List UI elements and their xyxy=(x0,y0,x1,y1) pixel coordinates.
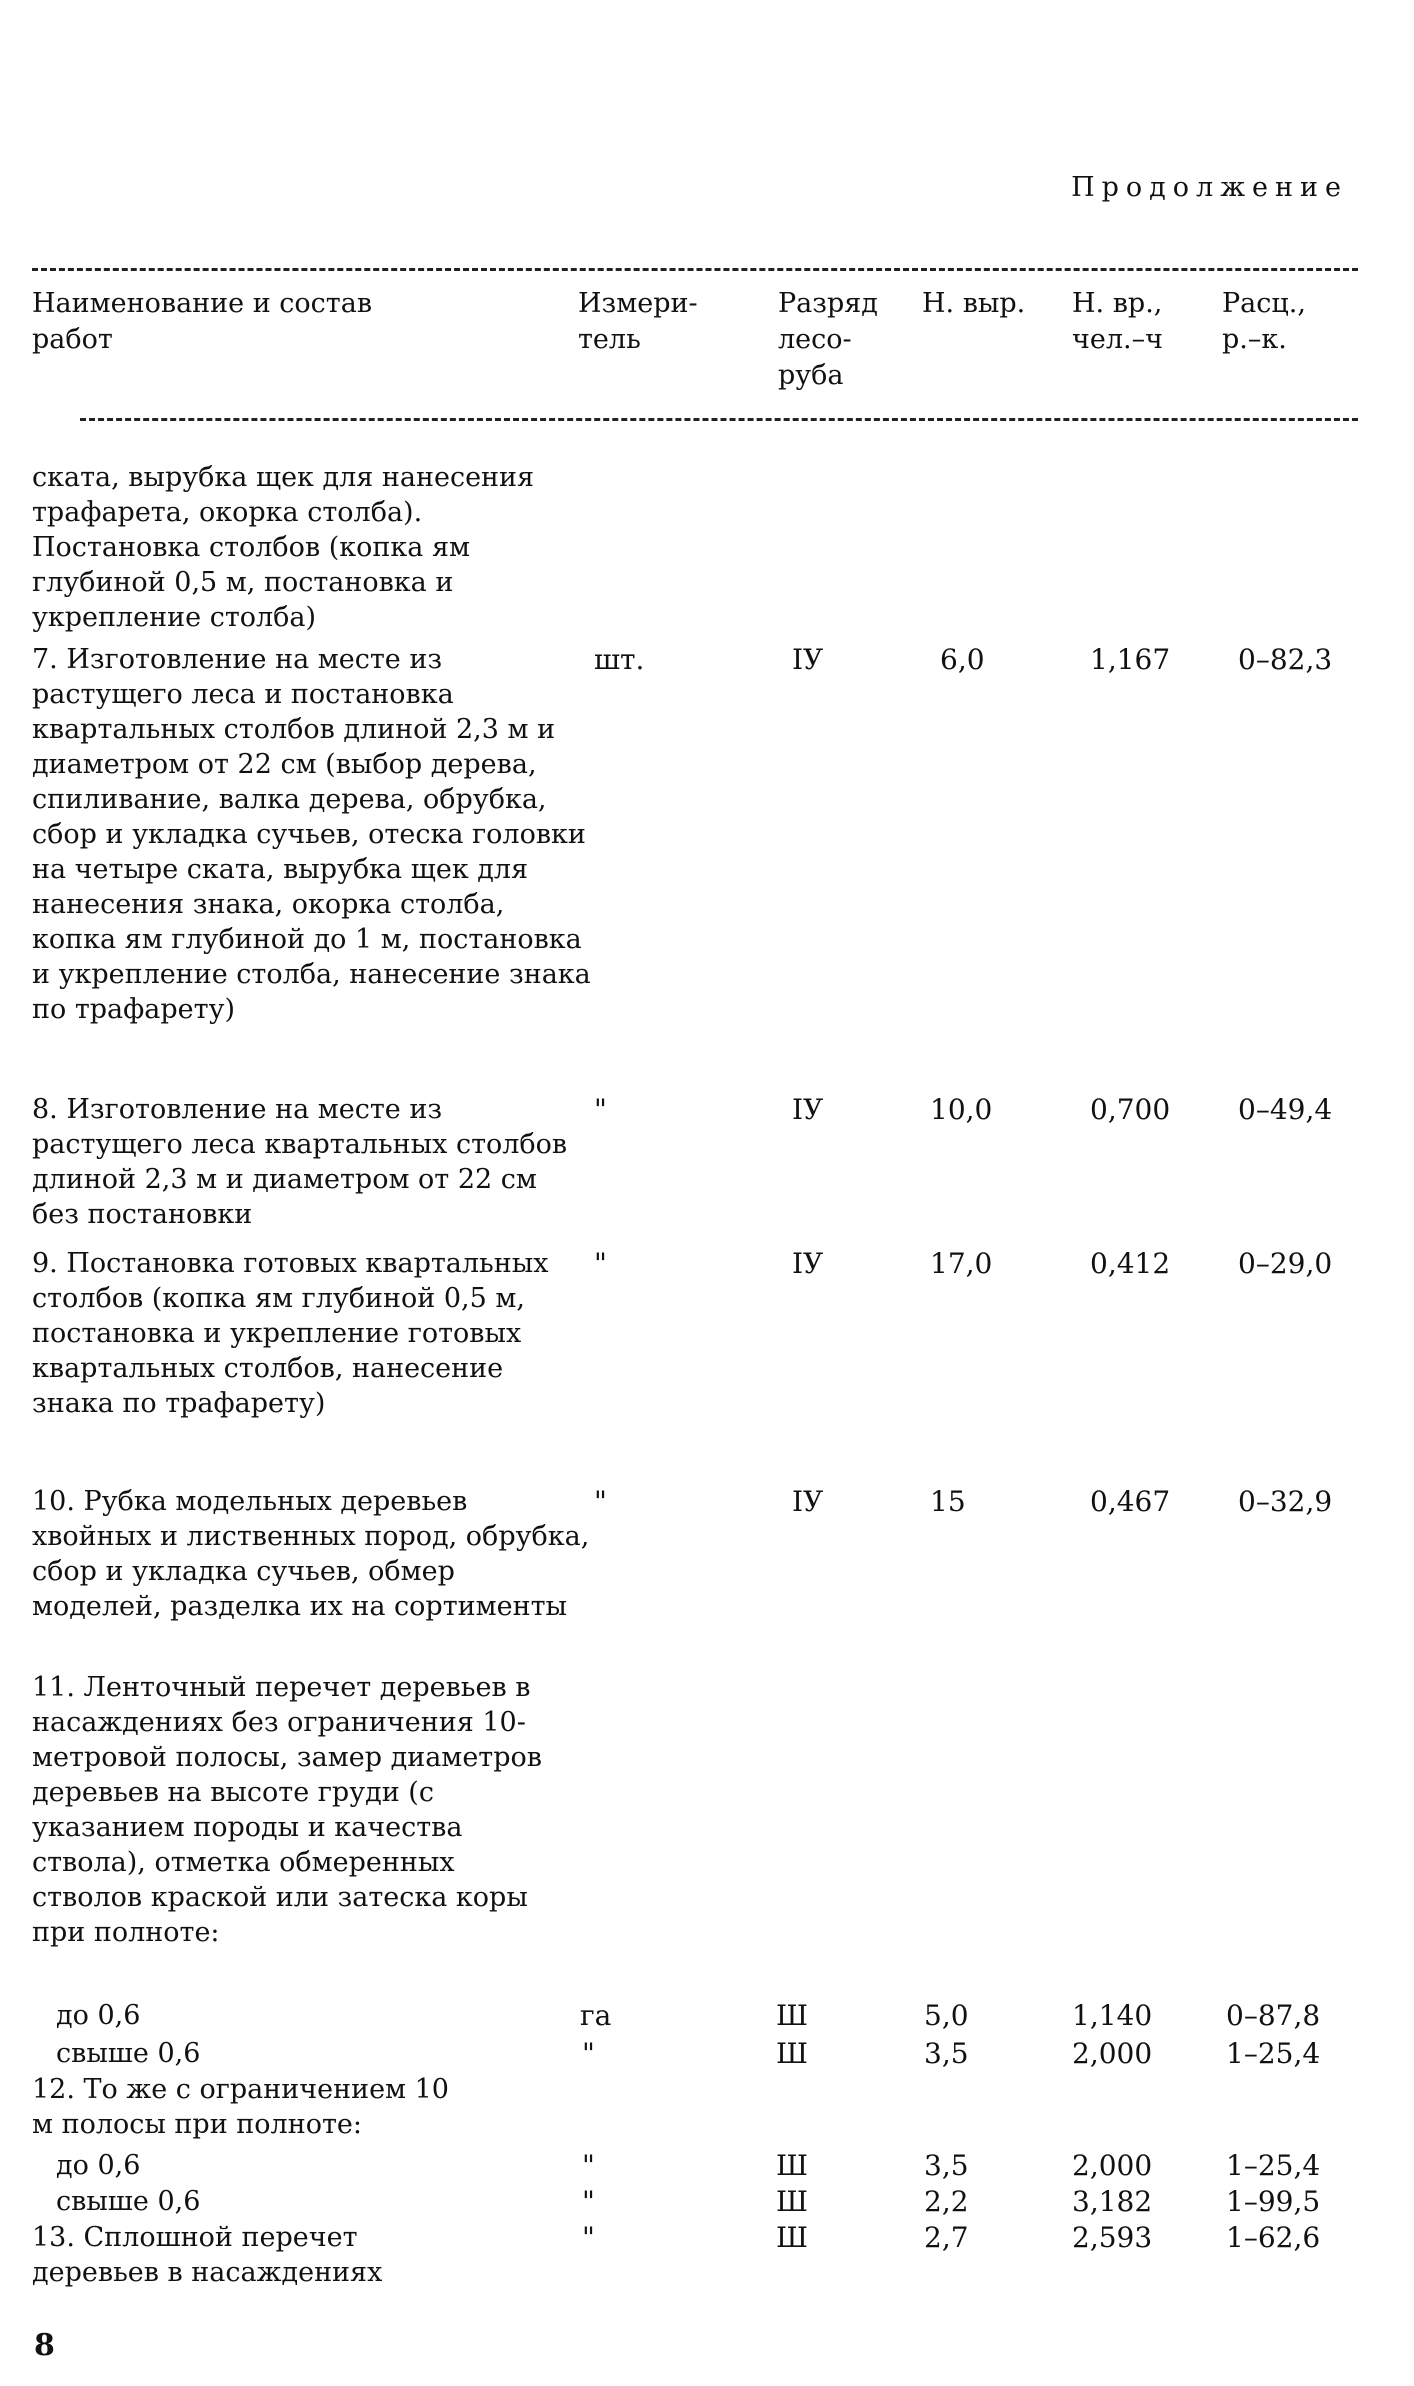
row-10-time: 0,467 xyxy=(1090,1485,1171,1518)
row-11b-unit: " xyxy=(582,2037,595,2070)
header-col-grade xyxy=(778,286,878,394)
row-8-rate: 0–49,4 xyxy=(1238,1093,1333,1126)
row-10-unit: " xyxy=(594,1485,607,1518)
row-9-rate: 0–29,0 xyxy=(1238,1247,1333,1280)
row-8-time: 0,700 xyxy=(1090,1093,1171,1126)
row-11a-desc: до 0,6 xyxy=(56,2000,141,2031)
row-7-rate: 0–82,3 xyxy=(1238,643,1333,676)
page-number: 8 xyxy=(34,2328,55,2363)
row-12b-rate: 1–99,5 xyxy=(1226,2185,1321,2218)
row-11b-desc: свыше 0,6 xyxy=(56,2038,201,2069)
row-13-rate: 1–62,6 xyxy=(1226,2221,1321,2254)
row-13-time: 2,593 xyxy=(1072,2221,1153,2254)
row-8-unit: " xyxy=(594,1093,607,1126)
row-11b-grade: Ш xyxy=(776,2037,808,2070)
row-10-rate: 0–32,9 xyxy=(1238,1485,1333,1518)
row-13-unit: " xyxy=(582,2221,595,2254)
header-top-rule xyxy=(32,268,1358,271)
header-bottom-rule xyxy=(80,418,1358,421)
row-7-desc: 7. Изготовление на месте из растущего леса и постановка квартальных столбов длиной 2,3 м и диаметром от 22 см (выбор дерева, спиливание, валка дерева, обрубка, сбор и укладка сучьев, отеска головки на четыре ската, вырубка щек для нанесения знака, окорка столба, копка ям глубиной до 1 м, постановка и укрепление столба, нанесение знака по трафарету) xyxy=(32,644,591,1025)
row-13-norm: 2,7 xyxy=(924,2221,969,2254)
row-12b-time: 3,182 xyxy=(1072,2185,1153,2218)
row-7-norm: 6,0 xyxy=(940,643,985,676)
row-10-desc: 10. Рубка модельных деревьев хвойных и лиственных пород, обрубка, сбор и укладка сучьев, обмер моделей, разделка их на сортименты xyxy=(32,1486,590,1622)
header-col-grade-line3: руба xyxy=(778,360,844,391)
row-11b-norm: 3,5 xyxy=(924,2037,969,2070)
row-9-grade: IУ xyxy=(792,1247,824,1280)
row-12a-rate: 1–25,4 xyxy=(1226,2149,1321,2182)
row-8-norm: 10,0 xyxy=(930,1093,993,1126)
row-12b-desc: свыше 0,6 xyxy=(56,2186,201,2217)
header-col-norm: Н. выр. xyxy=(922,288,1026,319)
row-12a-norm: 3,5 xyxy=(924,2149,969,2182)
row-12b-unit: " xyxy=(582,2185,595,2218)
row-12b-grade: Ш xyxy=(776,2185,808,2218)
row-12a-time: 2,000 xyxy=(1072,2149,1153,2182)
row-11a-grade: Ш xyxy=(776,1999,808,2032)
continuation-label: Продолжение xyxy=(1071,172,1348,203)
row-12-desc: 12. То же с ограничением 10 м полосы при полноте: xyxy=(32,2074,449,2140)
row-11b-rate: 1–25,4 xyxy=(1226,2037,1321,2070)
row-7-unit: шт. xyxy=(594,643,645,676)
row-12b-norm: 2,2 xyxy=(924,2185,969,2218)
header-col-rate-line2: р.–к. xyxy=(1222,324,1287,355)
row-11a-norm: 5,0 xyxy=(924,1999,969,2032)
row-9-norm: 17,0 xyxy=(930,1247,993,1280)
row-7-time: 1,167 xyxy=(1090,643,1171,676)
header-col-grade-line2: лесо- xyxy=(778,324,852,355)
row-8-grade: IУ xyxy=(792,1093,824,1126)
row-10-grade: IУ xyxy=(792,1485,824,1518)
row-11-desc: 11. Ленточный перечет деревьев в насаждениях без ограничения 10-метровой полосы, замер диаметров деревьев на высоте груди (с указанием породы и качества ствола), отметка обмеренных стволов краской или затеска коры при полноте: xyxy=(32,1672,542,1948)
row-13-desc: 13. Сплошной перечет деревьев в насаждениях xyxy=(32,2222,383,2288)
row-12a-unit: " xyxy=(582,2149,595,2182)
header-col-rate xyxy=(1222,286,1306,358)
row-12a-desc: до 0,6 xyxy=(56,2150,141,2181)
row-8-desc: 8. Изготовление на месте из растущего леса квартальных столбов длиной 2,3 м и диаметром от 22 см без постановки xyxy=(32,1094,568,1230)
row-9-time: 0,412 xyxy=(1090,1247,1171,1280)
header-col-work: Наименование и состав работ xyxy=(32,288,373,355)
header-col-rate-line1: Расц., xyxy=(1222,288,1306,319)
row-9-desc: 9. Постановка готовых квартальных столбов (копка ям глубиной 0,5 м, постановка и укрепление готовых квартальных столбов, нанесение знака по трафарету) xyxy=(32,1248,549,1419)
header-col-unit: Измери-тель xyxy=(578,288,698,355)
row-12a-grade: Ш xyxy=(776,2149,808,2182)
row-9-unit: " xyxy=(594,1247,607,1280)
header-col-time xyxy=(1072,286,1163,358)
row-continued-desc: ската, вырубка щек для нанесения трафарета, окорка столба). Постановка столбов (копка ям глубиной 0,5 м, постановка и укрепление столба) xyxy=(32,462,535,633)
row-11a-time: 1,140 xyxy=(1072,1999,1153,2032)
header-col-time-line2: чел.–ч xyxy=(1072,324,1163,355)
row-11a-rate: 0–87,8 xyxy=(1226,1999,1321,2032)
header-col-grade-line1: Разряд xyxy=(778,288,878,319)
row-11a-unit: га xyxy=(580,1999,612,2032)
header-col-time-line1: Н. вр., xyxy=(1072,288,1163,319)
row-13-grade: Ш xyxy=(776,2221,808,2254)
row-7-grade: IУ xyxy=(792,643,824,676)
row-11b-time: 2,000 xyxy=(1072,2037,1153,2070)
row-10-norm: 15 xyxy=(930,1485,966,1518)
